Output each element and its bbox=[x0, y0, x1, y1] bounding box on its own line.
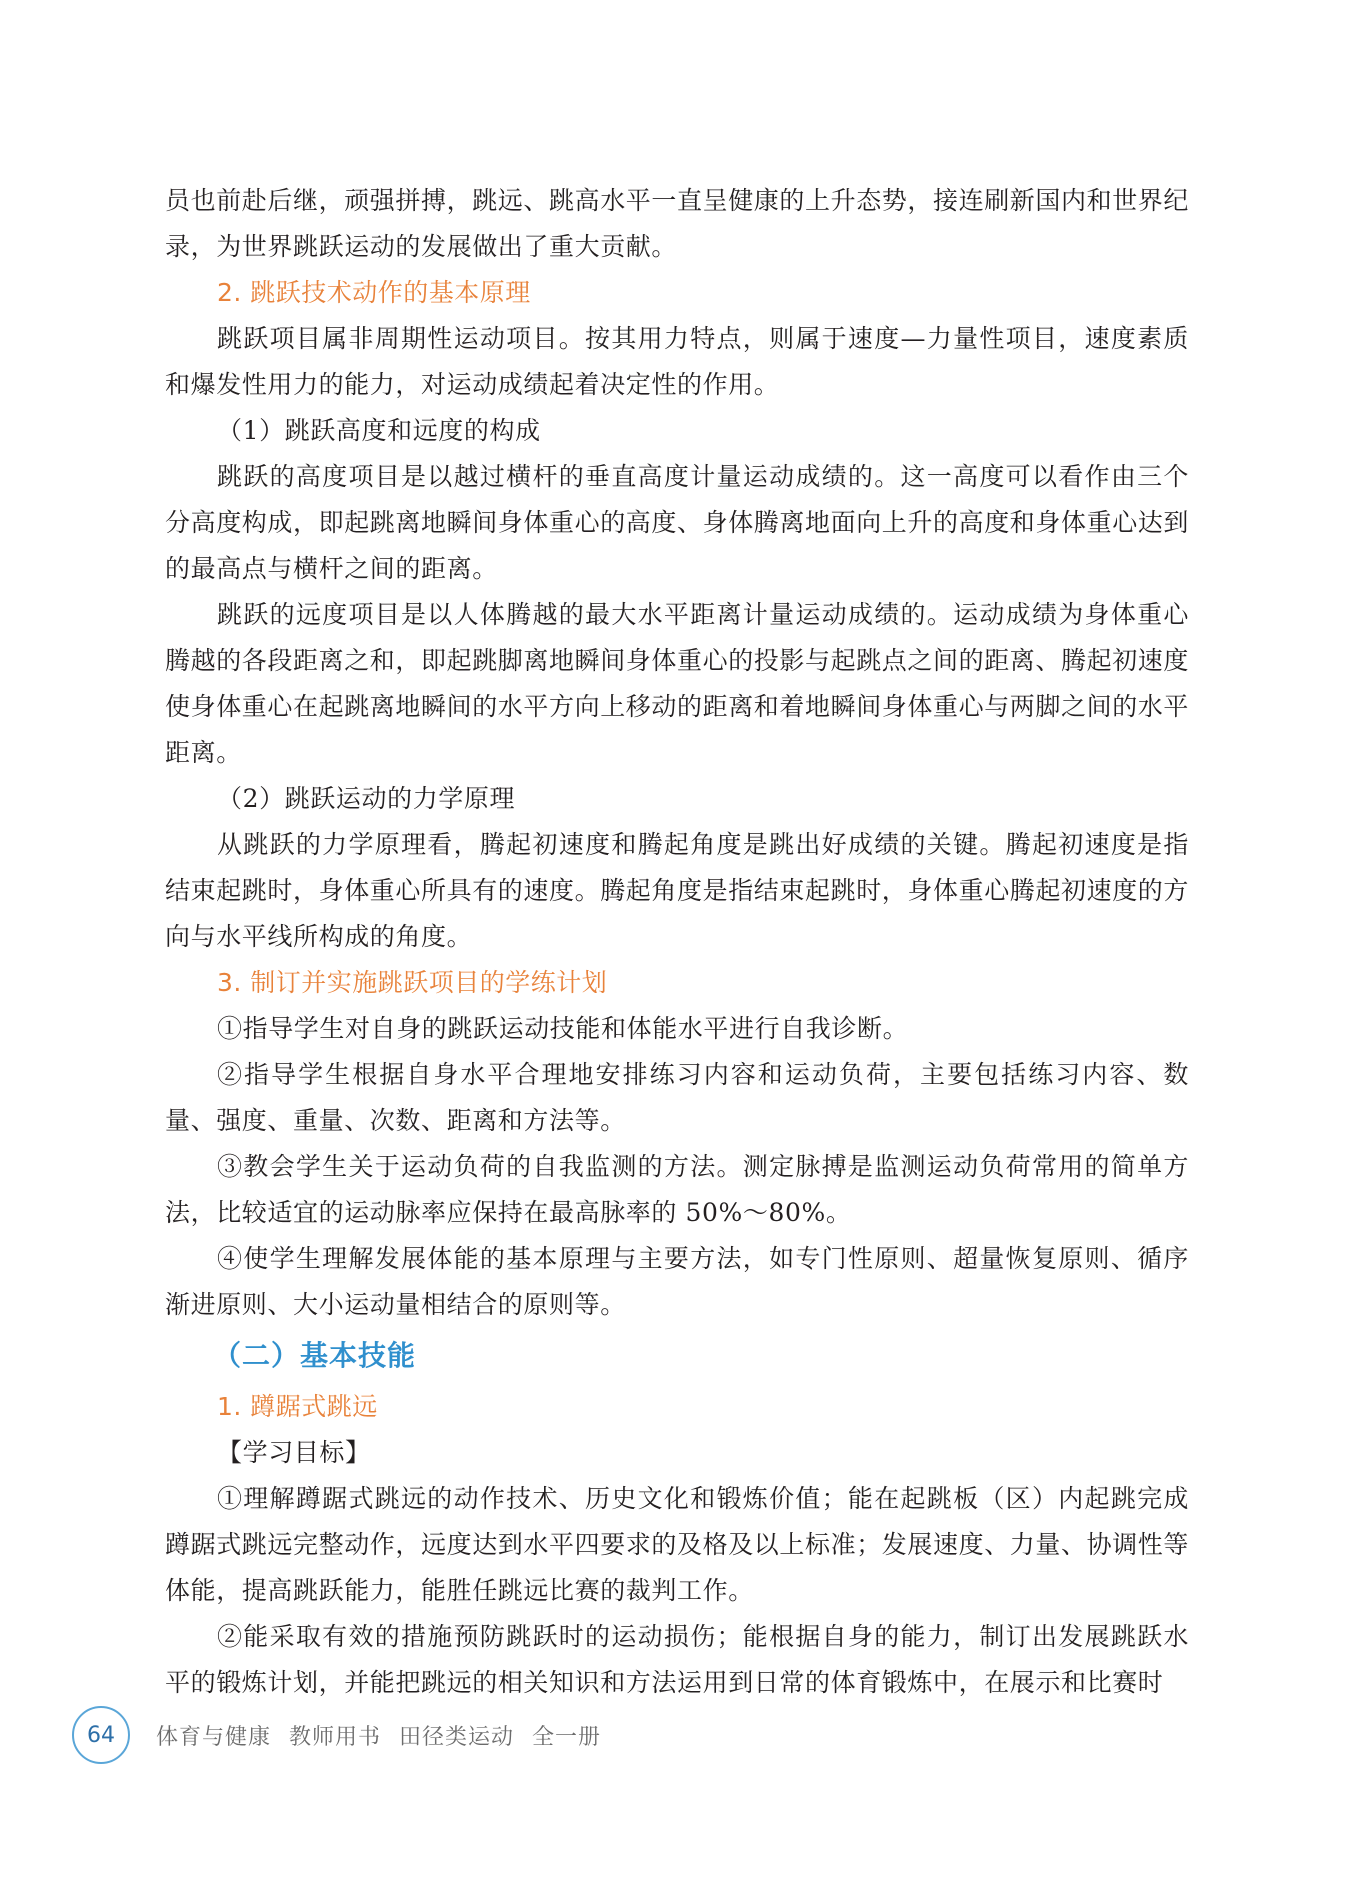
book-info: 体育与健康 教师用书 田径类运动 全一册 bbox=[156, 1724, 601, 1750]
section-heading-2: 2. 跳跃技术动作的基本原理 bbox=[217, 278, 531, 307]
subheading-1: （1）跳跃高度和远度的构成 bbox=[217, 416, 541, 445]
list-item: ②能采取有效的措施预防跳跃时的运动损伤；能根据自身的能力，制订出发展跳跃水平的锻炼计划，并能把跳远的相关知识和方法运用到日常的体育锻炼中，在展示和比赛时 bbox=[165, 1622, 1189, 1697]
list-item: ②指导学生根据自身水平合理地安排练习内容和运动负荷，主要包括练习内容、数量、强度、重量、次数、距离和方法等。 bbox=[165, 1060, 1189, 1135]
paragraph: 从跳跃的力学原理看，腾起初速度和腾起角度是跳出好成绩的关键。腾起初速度是指结束起跳时，身体重心所具有的速度。腾起角度是指结束起跳时，身体重心腾起初速度的方向与水平线所构成的角度。 bbox=[165, 830, 1190, 951]
subheading-2: （2）跳跃运动的力学原理 bbox=[217, 784, 516, 813]
paragraph: 跳跃的高度项目是以越过横杆的垂直高度计量运动成绩的。这一高度可以看作由三个分高度构成，即起跳离地瞬间身体重心的高度、身体腾离地面向上升的高度和身体重心达到的最高点与横杆之间的距离。 bbox=[165, 462, 1190, 583]
section-heading-3: 3. 制订并实施跳跃项目的学练计划 bbox=[217, 968, 608, 997]
list-item: ①理解蹲踞式跳远的动作技术、历史文化和锻炼价值；能在起跳板（区）内起跳完成蹲踞式跳远完整动作，远度达到水平四要求的及格及以上标准；发展速度、力量、协调性等体能，提高跳跃能力，能胜任跳远比赛的裁判工作。 bbox=[165, 1484, 1190, 1605]
learning-goals-label: 【学习目标】 bbox=[217, 1438, 371, 1467]
section-heading-long-jump: 1. 蹲踞式跳远 bbox=[217, 1392, 378, 1421]
list-item: ④使学生理解发展体能的基本原理与主要方法，如专门性原则、超量恢复原则、循序渐进原则、大小运动量相结合的原则等。 bbox=[165, 1244, 1189, 1319]
list-item: ③教会学生关于运动负荷的自我监测的方法。测定脉搏是监测运动负荷常用的简单方法，比较适宜的运动脉率应保持在最高脉率的 50%～80%。 bbox=[165, 1152, 1189, 1227]
page-number: 64 bbox=[72, 1706, 130, 1764]
paragraph: 跳跃项目属非周期性运动项目。按其用力特点，则属于速度—力量性项目，速度素质和爆发性用力的能力，对运动成绩起着决定性的作用。 bbox=[165, 324, 1189, 399]
paragraph: 跳跃的远度项目是以人体腾越的最大水平距离计量运动成绩的。运动成绩为身体重心腾越的各段距离之和，即起跳脚离地瞬间身体重心的投影与起跳点之间的距离、腾起初速度使身体重心在起跳离地瞬间的水平方向上移动的距离和着地瞬间身体重心与两脚之间的水平距离。 bbox=[165, 600, 1190, 767]
chapter-heading-basic-skills: （二）基本技能 bbox=[213, 1339, 417, 1372]
list-item: ①指导学生对自身的跳跃运动技能和体能水平进行自我诊断。 bbox=[217, 1014, 909, 1043]
page-content bbox=[165, 178, 1189, 1706]
paragraph-continuation: 员也前赴后继，顽强拼搏，跳远、跳高水平一直呈健康的上升态势，接连刷新国内和世界纪录，为世界跳跃运动的发展做出了重大贡献。 bbox=[165, 186, 1190, 261]
page-footer bbox=[72, 1705, 601, 1765]
